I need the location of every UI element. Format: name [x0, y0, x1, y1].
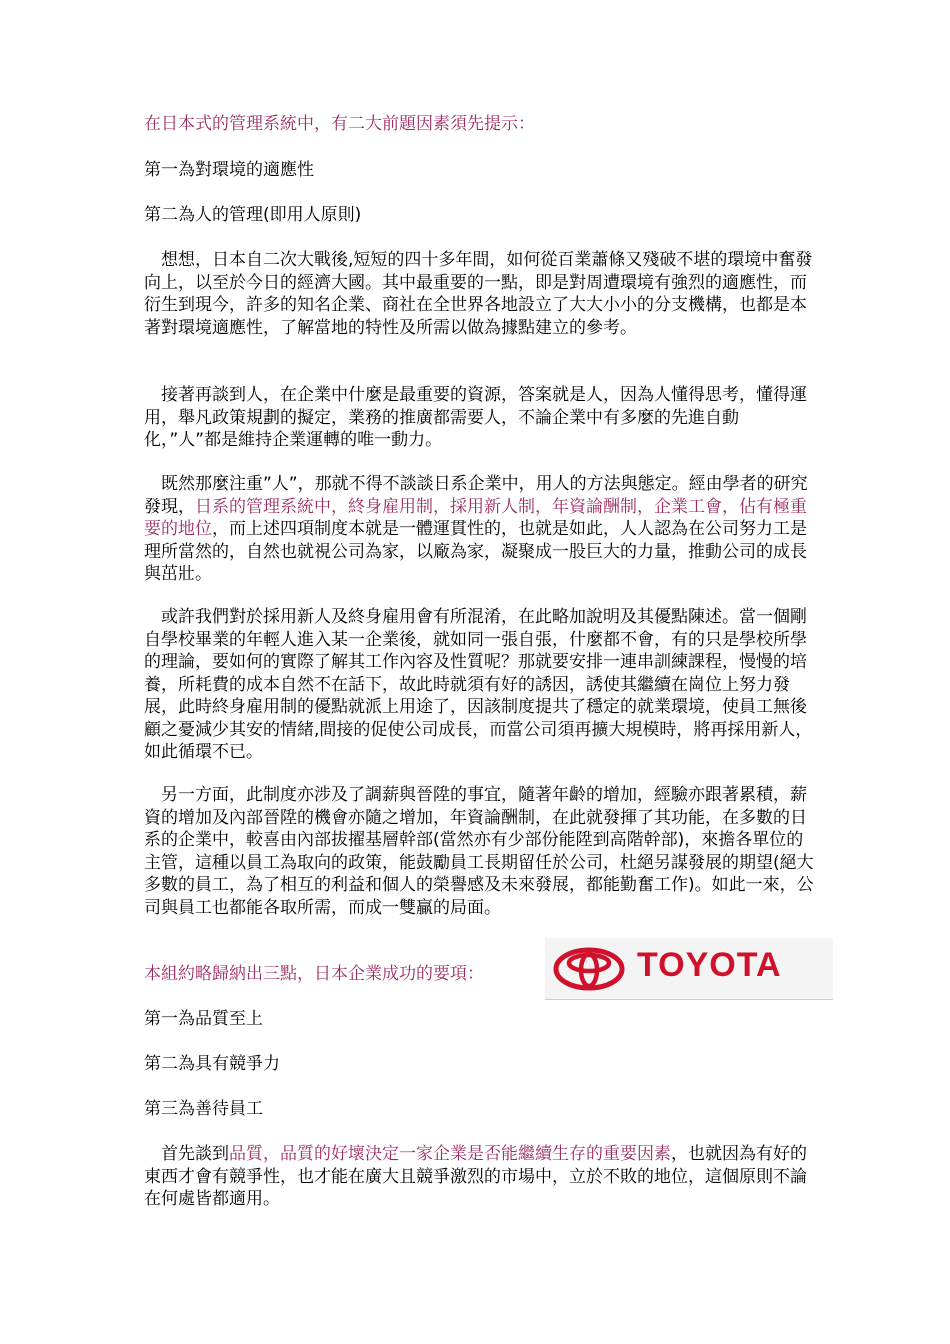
paragraph-5 — [144, 784, 816, 919]
summary-item-3: 第三為善待員工 — [144, 1099, 263, 1119]
paragraph-4-text: 或許我們對於採用新人及終身雇用會有所混淆，在此略加說明及其優點陳述。當一個剛自學校畢業的年輕人進入某一企業後，就如同一張自張，什麼都不會，有的只是學校所學的理論，要如何的實際了解其工作內容及性質呢？那就要安排一連串訓練課程，慢慢的培養，所耗費的成本自然不在話下，故此時就須有好的誘因，誘使其繼續在崗位上努力發展，此時終身雇用制的優點就派上用途了，因該制度提共了穩定的就業環境，使員工無後顧之憂減少其安的情緒,間接的促使公司成長，而當公司須再擴大規模時，將再採用新人，如此循環不已。 — [144, 607, 813, 762]
toyota-logo — [545, 938, 833, 1000]
logo-divider — [545, 999, 833, 1000]
summary-heading: 本組約略歸納出三點，日本企業成功的要項： — [144, 964, 484, 984]
intro-heading: 在日本式的管理系統中，有二大前題因素須先提示： — [144, 114, 535, 134]
paragraph-6-highlight: 品質，品質的好壞決定一家企業是否能繼續生存的重要因素 — [229, 1144, 671, 1164]
summary-item-2: 第二為具有競爭力 — [144, 1054, 280, 1074]
paragraph-6-after: ，也就因為有好的東西才會有競爭性，也才能在廣大且競爭激烈的市場中，立於不敗的地位，這個原則不論在何處皆都適用。 — [144, 1144, 807, 1209]
intro-item-2: 第二為人的管理(即用人原則) — [144, 205, 362, 225]
paragraph-1 — [144, 249, 816, 339]
paragraph-3-before: 既然那麼注重”人”，那就不得不談談日系企業中，用人的方法與態定。經由學者的研究發現， — [144, 474, 808, 517]
paragraph-4 — [144, 606, 816, 764]
paragraph-1-text: 想想，日本自二次大戰後,短短的四十多年間，如何從百業蕭條又殘破不堪的環境中奮發向上，以至於今日的經濟大國。其中最重要的一點，即是對周遭環境有強烈的適應性，而衍生到現今，許多的知名企業、商社在全世界各地設立了大大小小的分支機構，也都是本著對環境適應性，了解當地的特性及所需以做為據點建立的參考。 — [144, 250, 813, 338]
summary-item-1: 第一為品質至上 — [144, 1009, 263, 1029]
toyota-wordmark: TOYOTA — [637, 946, 782, 984]
paragraph-3-highlight: 日系的管理系統中，終身雇用制，採用新人制，年資論酬制，企業工會，佔有極重要的地位 — [144, 496, 807, 539]
paragraph-3 — [144, 473, 816, 586]
intro-item-1: 第一為對環境的適應性 — [144, 160, 314, 180]
paragraph-2 — [144, 384, 816, 452]
paragraph-6 — [144, 1143, 816, 1211]
paragraph-5-text: 另一方面，此制度亦涉及了調薪與晉陞的事宜，隨著年齡的增加，經驗亦跟著累積，薪資的增加及內部晉陞的機會亦隨之增加，年資論酬制，在此就發揮了其功能，在多數的日系的企業中，較喜由內部拔擢基層幹部(當然亦有少部份能陞到高階幹部)，來擔各單位的主管，這種以員工為取向的政策，能鼓勵員工長期留任於公司，杜絕另謀發展的期望(絕大多數的員工，為了相互的利益和個人的榮譽感及未來發展，都能勤奮工作)。如此一來，公司與員工也都能各取所需，而成一雙贏的局面。 — [144, 785, 814, 918]
toyota-emblem-icon — [553, 946, 625, 992]
paragraph-6-before: 首先談到 — [161, 1144, 229, 1164]
paragraph-3-after: ，而上述四項制度本就是一體運貫性的，也就是如此，人人認為在公司努力工是理所當然的，自然也就視公司為家，以廠為家，凝聚成一股巨大的力量，推動公司的成長與茁壯。 — [144, 519, 807, 584]
paragraph-2-text: 接著再談到人，在企業中什麼是最重要的資源，答案就是人，因為人懂得思考，懂得運用，舉凡政策規劃的擬定，業務的推廣都需要人，不論企業中有多麼的先進自動化，”人”都是維持企業運轉的唯一動力。 — [144, 385, 807, 450]
